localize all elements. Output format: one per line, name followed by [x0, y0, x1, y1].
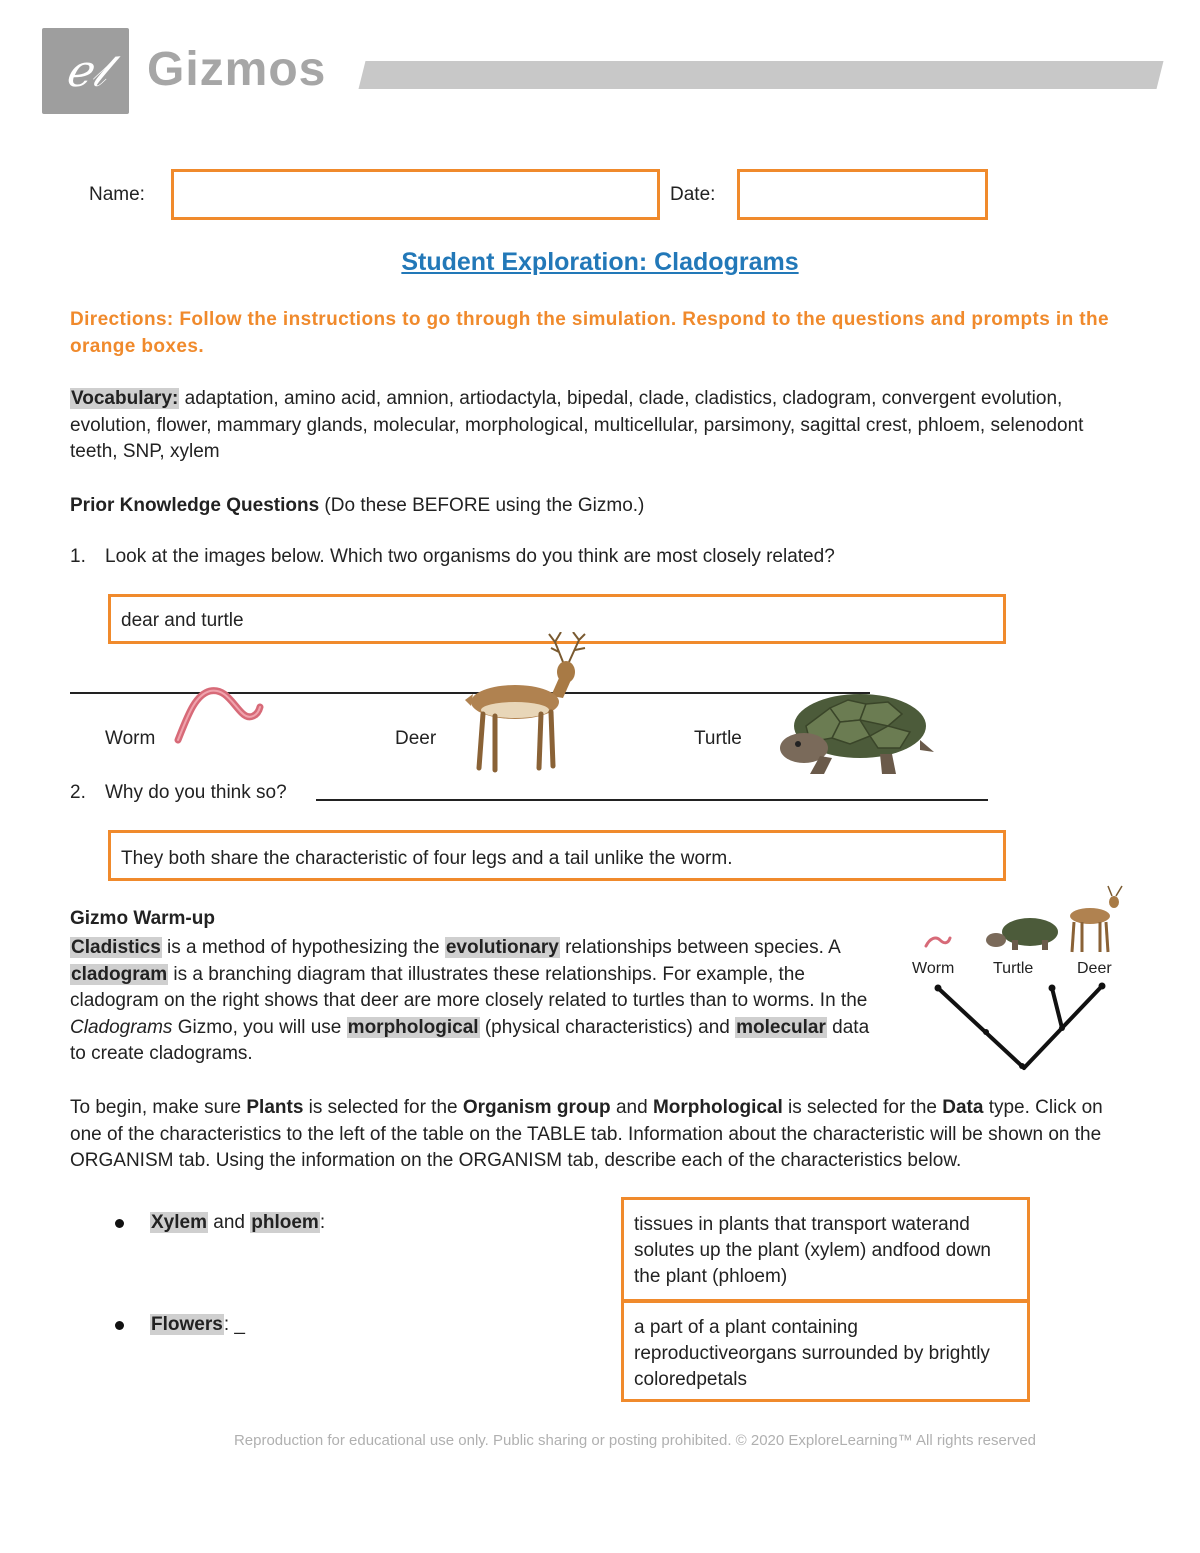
text-span: and — [207, 1212, 251, 1233]
term-organism-group: Organism group — [462, 1097, 611, 1118]
turtle-label: Turtle — [694, 728, 742, 749]
directions-text: Directions: Follow the instructions to go through the simulation. Respond to the questions and prompts in the orange boxes. — [70, 309, 1109, 357]
worm-image — [170, 685, 270, 745]
text-span: is a branching diagram that illustrates these relationships. For example, the cladogram on the right shows that deer are more closely related to turtles than to worms. In the — [70, 963, 868, 1011]
bullet-flowers — [150, 1314, 245, 1336]
text-span: : — [319, 1212, 326, 1233]
term-cladogram: cladogram — [71, 963, 168, 985]
text-span: Gizmo, you will use — [172, 1016, 347, 1038]
term-morphological: Morphological — [652, 1097, 783, 1118]
prior-knowledge-title: Prior Knowledge Questions — [70, 495, 320, 516]
worm-label: Worm — [105, 728, 156, 749]
cladogram-figure — [900, 882, 1140, 1076]
question-2-number: 2. — [70, 782, 86, 803]
text-span: (physical characteristics) and — [479, 1016, 736, 1038]
term-xylem: Xylem — [151, 1212, 207, 1233]
term-cladistics: Cladistics — [71, 937, 161, 958]
header-bar — [359, 61, 1164, 89]
answer-1-text: dear and turtle — [121, 610, 244, 631]
answer-flowers-text: a part of a plant containing reproductiveorgans surrounded by brightly coloredpetals — [634, 1317, 990, 1390]
text-span: and — [610, 1097, 653, 1118]
prior-knowledge-note: (Do these BEFORE using the Gizmo.) — [319, 495, 645, 516]
term-flowers: Flowers — [151, 1314, 223, 1335]
page-title: Student Exploration: Cladograms — [401, 248, 799, 276]
deer-image — [455, 632, 595, 774]
vocabulary-label: Vocabulary: — [71, 388, 179, 409]
warmup-paragraph-2 — [70, 1095, 1135, 1175]
term-plants: Plants — [246, 1097, 304, 1118]
text-span: relationships between species. A — [559, 937, 840, 958]
mini-deer — [1070, 886, 1122, 952]
deer-label: Deer — [395, 728, 437, 749]
date-field[interactable] — [737, 169, 988, 220]
cladogram-label-worm: Worm — [912, 960, 955, 977]
bullet-xylem-phloem — [150, 1212, 325, 1234]
bullet-icon — [115, 1219, 124, 1228]
warmup-paragraph-1 — [70, 935, 890, 1068]
vocabulary-terms: adaptation, amino acid, amnion, artiodactyla, bipedal, clade, cladistics, cladogram, convergent evolution, evolution, flower, mammary glands, molecular, morphological, multicellular, parsimony, sagittal crest, phloem, selenodont teeth, SNP, xylem — [70, 388, 1084, 462]
bullet-icon — [115, 1321, 124, 1330]
turtle-image — [770, 686, 936, 778]
text-span: is selected for the — [303, 1097, 463, 1118]
text-span: type. Click on one of the characteristics to the left of the table on the TABLE tab. Information about the characteristic will be shown on the ORGANISM tab. Using the information on the ORGANISM tab, describe each of the characteristics below. — [70, 1097, 1103, 1171]
logo-mark-text: ℯ𝓁 — [65, 45, 106, 97]
vocabulary-paragraph — [70, 386, 1135, 466]
name-field[interactable] — [171, 169, 660, 220]
term-molecular: molecular — [736, 1016, 826, 1038]
prior-knowledge-heading — [70, 493, 1135, 520]
mini-turtle — [986, 918, 1058, 950]
name-label: Name: — [89, 184, 145, 205]
term-morphological: morphological — [347, 1016, 479, 1038]
warmup-heading: Gizmo Warm-up — [70, 908, 215, 929]
cladogram-label-deer: Deer — [1077, 960, 1112, 977]
term-data: Data — [942, 1097, 984, 1118]
gizmos-logo-mark — [42, 28, 129, 114]
gizmo-name-italic: Cladograms — [70, 1016, 173, 1038]
term-evolutionary: evolutionary — [445, 937, 559, 958]
answer-2-box[interactable] — [108, 830, 1006, 881]
footer-copyright: Reproduction for educational use only. Public sharing or posting prohibited. © 2020 ExploreLearning™ All rights reserved — [233, 1432, 1037, 1449]
cladogram-label-turtle: Turtle — [993, 960, 1034, 977]
date-label: Date: — [670, 184, 716, 205]
term-phloem: phloem — [251, 1212, 319, 1233]
answer-xylem-phloem-text: tissues in plants that transport waterand solutes up the plant (xylem) andfood down the plant (phloem) — [634, 1214, 991, 1287]
question-2-underline — [316, 799, 988, 801]
text-span: data to create cladograms. — [70, 1016, 870, 1064]
answer-flowers-box[interactable] — [621, 1300, 1030, 1402]
answer-xylem-phloem-box[interactable] — [621, 1197, 1030, 1302]
text-span: To begin, make sure — [70, 1097, 247, 1118]
gizmos-logo-text: Gizmos — [147, 43, 327, 96]
text-span: is selected for the — [782, 1097, 943, 1118]
answer-2-text: They both share the characteristic of four legs and a tail unlike the worm. — [121, 848, 733, 869]
text-span: : _ — [223, 1314, 245, 1335]
mini-worm — [926, 938, 950, 946]
question-2-text: Why do you think so? — [105, 782, 287, 803]
question-1-text: Look at the images below. Which two organisms do you think are most closely related? — [105, 546, 835, 567]
text-span: is a method of hypothesizing the — [161, 937, 445, 958]
question-1-number: 1. — [70, 546, 86, 567]
